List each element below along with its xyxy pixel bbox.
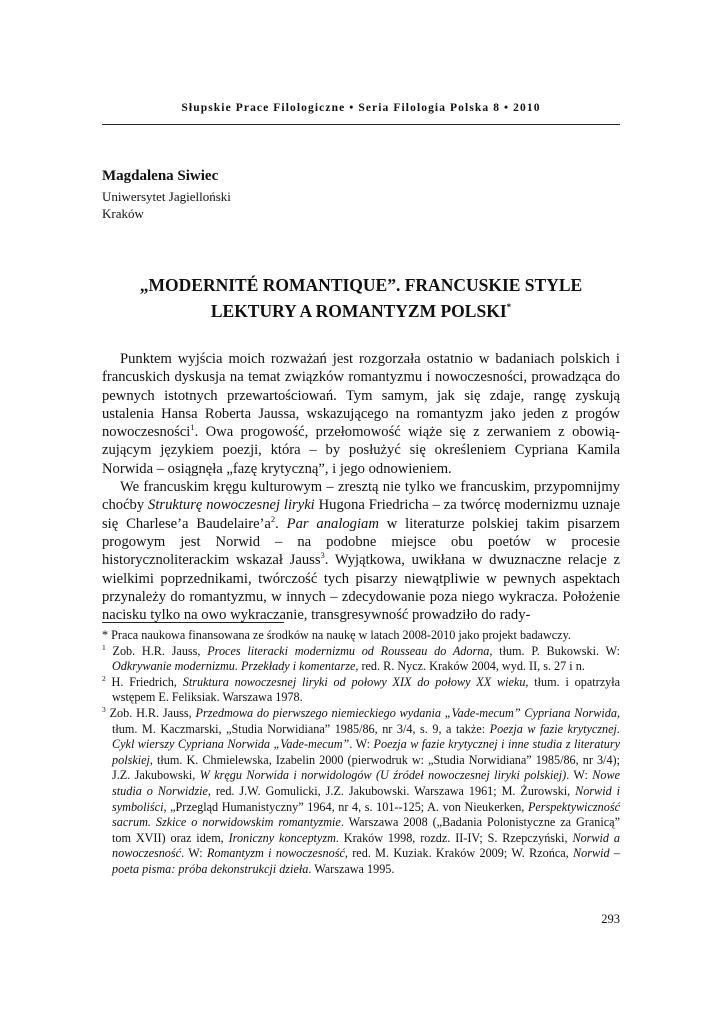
fn2-b: , tłum. i opatrzyła wstępem E. Feliksiak. Warszawa 1978. [112, 674, 621, 705]
fn2-a: H. Friedrich, [105, 674, 183, 689]
fn3-i6: Norwid i symboliści [112, 783, 620, 814]
fn3-i: . Kraków 1998, rozdz. II-IV; S. Rzepczyński, [335, 830, 573, 845]
fn3-e: . W: [566, 768, 593, 783]
p2-text-d: w literaturze polskiej takim pisarzem progowym jest Norwid – na podobne miejsce obu poetów w procesie historycznoliterackim wskazał Jauss [102, 515, 621, 569]
fn3-f: , red. J.W. Gomulicki, J.Z. Jakubowski. Warszawa 1961; M. Żurowski, [207, 783, 576, 798]
fn1-b: , tłum. P. Bukowski. W: [489, 643, 620, 658]
paragraph-1 [102, 350, 620, 478]
fn3-b: , tłum. M. Kaczmarski, „Studia Norwidiana” 1985/86, nr 3/4, s. 9, a także: [112, 705, 620, 736]
fn3-l: . Warszawa 1995. [308, 861, 395, 876]
footnote-2-number: 2 [102, 673, 106, 683]
p1-text-a: Punktem wyjścia moich rozważań jest rozgorzała ostatnio w badaniach polskich i francuskich dyskusja na temat związków romantyzmu i nowoczesności, prowadząca do pewnych istotnych przewartościowań. Tym samym, jak się zdaje, rangę zyskują ustalenia Hansa Roberta Jaussa, wskazującego na romantyzm jako jeden z progów nowoczesności [102, 351, 620, 441]
footnote-ref-2: 2 [270, 513, 276, 524]
footnote-1-number: 1 [102, 642, 106, 652]
p2-italic-1: Strukturę nowoczesnej liryki [148, 497, 315, 514]
p2-text-c: . [275, 515, 287, 532]
fn1-i2: Odkrywanie modernizmu. Przekłady i komentarze [112, 659, 356, 674]
p2-text-e: . Wyjątkowa, uwikłana w dwuznaczne relacje z wielkimi poprzednikami, twórczość tych pisarzy niewątpliwie w pewnych aspektach przynależy do romantyzmu, w innych – zdecydowanie poza niego wykracza. Położenie nacisku tylko na owo wykraczanie, transgresywność prowadziło do rady- [102, 552, 620, 624]
fn3-i4: W kręgu Norwida i norwidologów (U źródeł nowoczesnej liryki polskiej) [199, 768, 567, 783]
header-rule [102, 124, 620, 125]
paragraph-2 [102, 478, 620, 624]
fn1-a: Zob. H.R. Jauss, [105, 643, 208, 658]
footnote-star-text: Praca naukowa finansowana ze środków na naukę w latach 2008-2010 jako projekt badawczy. [108, 628, 571, 642]
page-number: 293 [601, 912, 620, 926]
fn3-i1: Przedmowa do pierwszego niemieckiego wydania „Vade-mecum” Cypriana Norwida [195, 705, 617, 720]
fn3-i5: Nowe studia o Norwidzie [112, 768, 620, 798]
fn2-i1: Struktura nowoczesnej liryki od połowy XIX do połowy XX wieku [182, 674, 526, 689]
footnote-1 [102, 644, 620, 675]
footnote-3 [102, 706, 620, 878]
footnote-ref-3: 3 [320, 550, 325, 561]
fn1-c: , red. R. Nycz. Kraków 2004, wyd. II, s. 27 i n. [355, 659, 585, 674]
footnote-3-number: 3 [102, 704, 106, 714]
fn3-k: , red. M. Kuziak. Kraków 2009; W. Rzońca, [344, 846, 574, 861]
title-footnote-mark: * [506, 302, 512, 312]
fn3-a: Zob. H.R. Jauss, [105, 705, 196, 720]
body-text [102, 350, 620, 624]
author-city: Kraków [102, 206, 144, 221]
fn3-i7: Perspektywiczność sacrum. Szkice o norwidowskim romantyzmie [112, 799, 620, 830]
fn3-c: . W: [349, 737, 374, 752]
fn3-i2: Poezja w fazie krytycznej. Cykl wierszy Cypriana Norwida „Vade-mecum” [112, 721, 620, 752]
author-name: Magdalena Siwiec [102, 168, 219, 184]
fn3-i10: Romantyzm i nowoczesność [206, 846, 345, 861]
footnote-2 [102, 675, 620, 706]
title-line-2-text: LEKTURY A ROMANTYZM POLSKI [210, 300, 507, 321]
fn3-g: , „Przegląd Humanistyczny” 1964, nr 4, s. 101--125; A. von Nieukerken, [163, 799, 528, 814]
p1-text-b: . Owa progowość, przełomowość wiąże się z zerwaniem z obowiązującym językiem poezji, która – by posłużyć się określeniem Cypriana Kamila Norwida – osiągnęła „fazę krytyczną”, i jego odnowieniem. [102, 424, 620, 477]
footnote-rule [102, 622, 284, 623]
p2-text-b: Hugona Friedricha – za twórcę modernizmu uznaje się Charlese’a Baudelaire’a [102, 497, 620, 532]
p2-italic-2: Par analogiam [286, 515, 379, 532]
fn3-i9: Norwid a nowoczesność [112, 830, 620, 861]
fn3-h: . Warszawa 2008 („Badania Polonistyczne za Granicą” tom XVII) oraz idem, [112, 815, 620, 845]
footnotes [102, 628, 620, 878]
fn1-i1: Proces literacki modernizmu od Rousseau do Adorna [207, 643, 490, 658]
running-head: Słupskie Prace Filologiczne • Seria Filologia Polska 8 • 2010 [181, 102, 541, 114]
title-line-1: „MODERNITÉ ROMANTIQUE”. FRANCUSKIE STYLE [139, 275, 583, 295]
author-affiliation: Uniwersytet Jagielloński [102, 189, 231, 204]
fn3-i11: Norwid – poeta pisma: próba dekonstrukcji dzieła [112, 846, 620, 876]
fn3-d: , tłum. K. Chmielewska, Izabelin 2000 (pierwodruk w: „Studia Norwidiana” 1985/86, nr 3/4); J.Z. Jakubowski, [112, 752, 620, 783]
footnote-star [102, 628, 620, 644]
fn3-j: . W: [181, 846, 207, 861]
p2-text-a: We francuskim kręgu kulturowym – zresztą nie tylko we francuskim, przypomnijmy choćby [102, 479, 620, 514]
footnote-ref-1: 1 [190, 422, 195, 433]
fn3-i8: Ironiczny konceptyzm [228, 830, 336, 845]
title-line-2 [102, 296, 620, 322]
article-title [102, 274, 620, 322]
fn3-i3: Poezja w fazie krytycznej i inne studia z literatury polskiej [112, 737, 620, 767]
footnote-star-mark: * [102, 628, 109, 642]
